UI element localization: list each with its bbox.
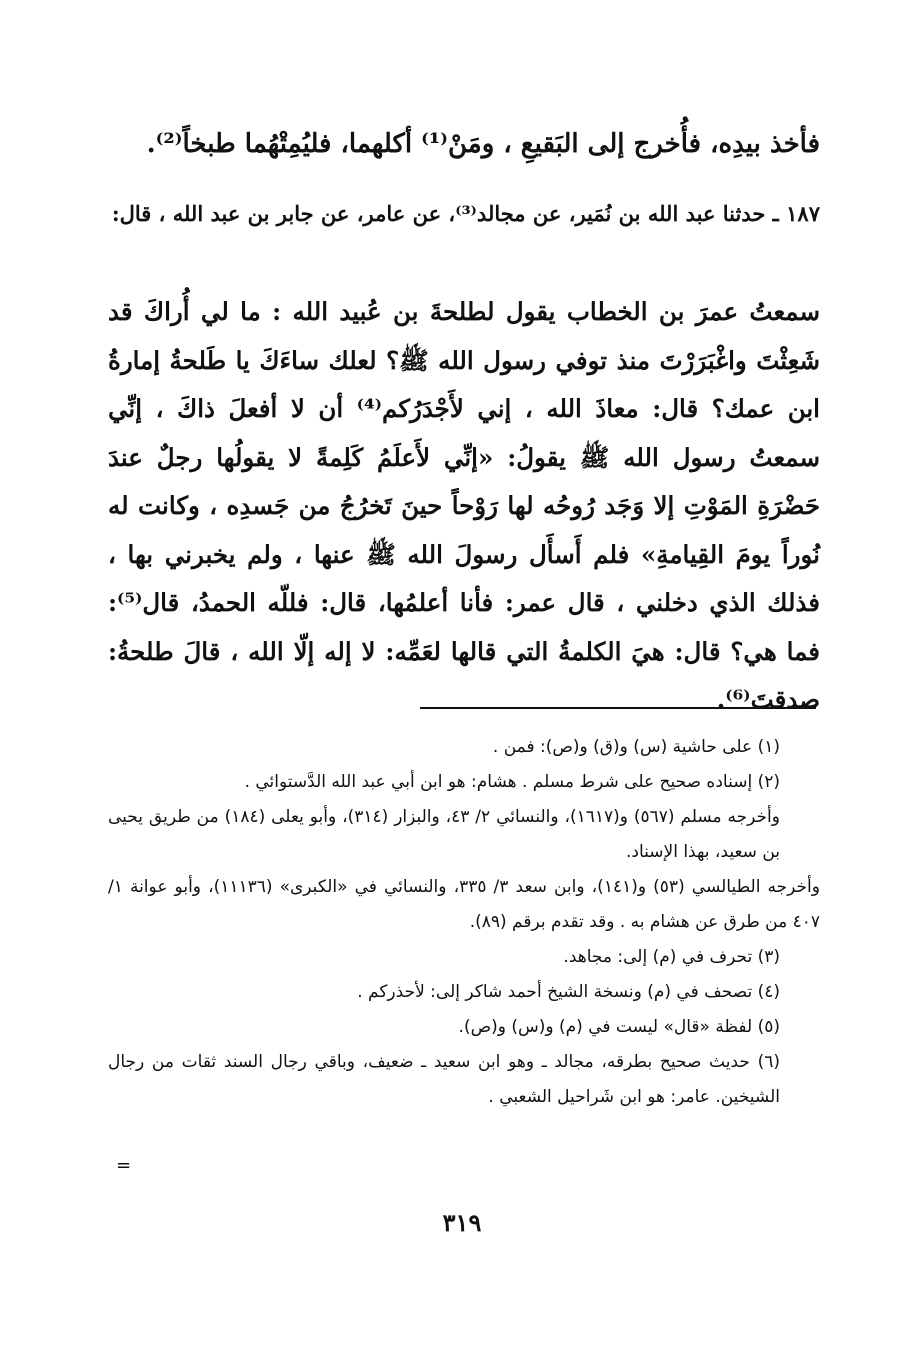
footnotes [108, 730, 820, 1115]
continuation-mark: = [116, 1155, 132, 1176]
footnote-5: (٥) لفظة «قال» ليست في (م) و(س) و(ص). [458, 1017, 780, 1037]
footnote-1: (١) على حاشية (س) و(ق) و(ص): فمن . [492, 737, 780, 757]
footnote-2-cont-2: وأخرجه الطيالسي (٥٣) و(١٤١)، وابن سعد ٣/ ٣٣٥، والنسائي في «الكبرى» (١١١٣٦)، وأبو عوانة ١/ ٤٠٧ من طرق عن هشام به . وقد تقدم برقم (٨٩). [108, 877, 820, 932]
footnote-separator [420, 707, 816, 709]
footnote-6: (٦) حديث صحيح بطرقه، مجالد ـ وهو ابن سعيد ـ ضعيف، وباقي رجال السند ثقات من رجال الشيخين. عامر: هو ابن شَراحيل الشعبي . [108, 1052, 780, 1107]
hadith-187-text: سمعتُ عمرَ بن الخطاب يقول لطلحةَ بن عُبيد الله : ما لي أُراكَ قد شَعِثْتَ واغْبَرَرْتَ منذ توفي رسول الله ﷺ؟ لعلك ساءَكَ يا طَلحةُ إمارةُ ابن عمك؟ قال: معاذَ الله ، إني لأَجْدَرُكم⁽⁴⁾ أن لا أفعلَ ذاكَ ، إنِّي سمعتُ رسول الله ﷺ يقولُ: «إنِّي لأَعلَمُ كَلِمةً لا يقولُها رجلٌ عندَ حَضْرَةِ المَوْتِ إلا وَجَد رُوحُه لها رَوْحاً حينَ تَخرُجُ من جَسدِه ، وكانت له نُوراً يومَ القِيامةِ» فلم أَسأَل رسولَ الله ﷺ عنها ، ولم يخبرني بها ، فذلك الذي دخلني ، قال عمر: فأنا أعلمُها، قال: فللّه الحمدُ، قال⁽⁵⁾: فما هي؟ قال: هيَ الكلمةُ التي قالها لعَمِّه: لا إله إلّا الله ، قالَ طلحةُ: صدقتَ⁽⁶⁾. [108, 297, 820, 714]
footnote-2: (٢) إسناده صحيح على شرط مسلم . هشام: هو ابن أبي عبد الله الدَّستوائي . [244, 772, 780, 792]
main-paragraph-1: فأخذ بيدِه، فأُخرج إلى البَقيعِ ، ومَنْ⁽¹⁾ أكلهما، فليُمِتْهُما طبخاً⁽²⁾. [146, 129, 820, 159]
hadith-187-chain: ١٨٧ ـ حدثنا عبد الله بن نُمَير، عن مجالد⁽³⁾، عن عامر، عن جابر بن عبد الله ، قال: [111, 201, 820, 226]
page-number: ٣١٩ [442, 1208, 482, 1237]
footnote-2-cont-1: وأخرجه مسلم (٥٦٧) و(١٦١٧)، والنسائي ٢/ ٤٣، والبزار (٣١٤)، وأبو يعلى (١٨٤) من طريق يحيى بن سعيد، بهذا الإسناد. [108, 807, 780, 862]
footnote-3: (٣) تحرف في (م) إلى: مجاهد. [563, 947, 780, 967]
footnote-4: (٤) تصحف في (م) ونسخة الشيخ أحمد شاكر إلى: لأحذركم . [357, 982, 780, 1002]
